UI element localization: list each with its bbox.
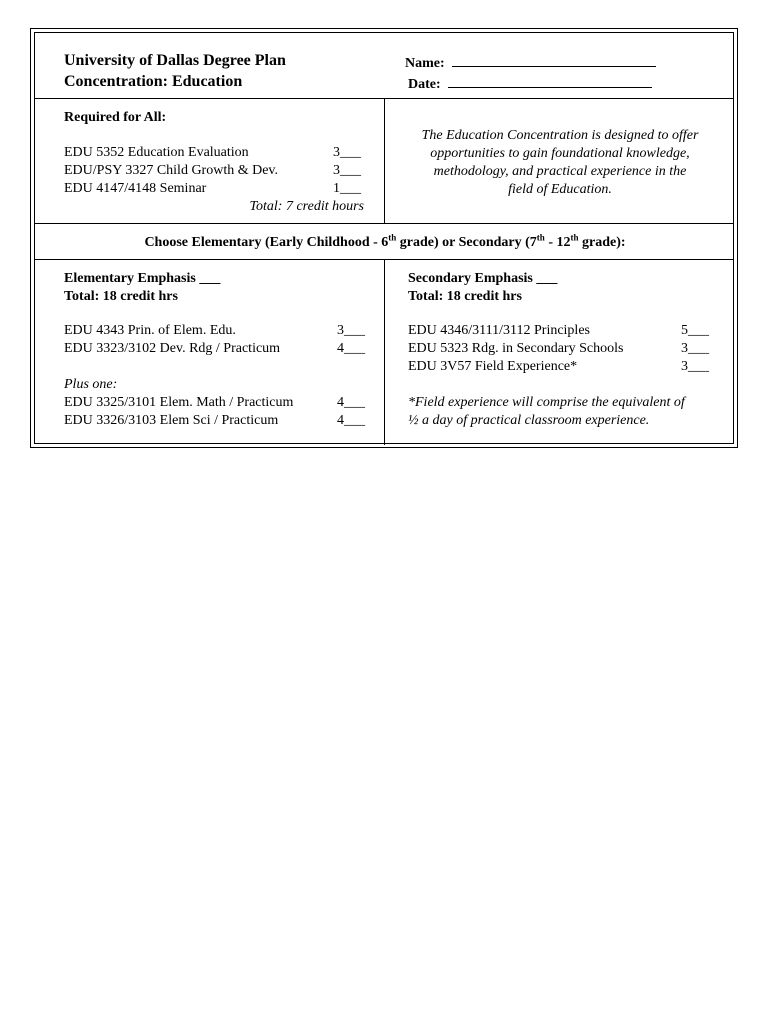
date-field[interactable] xyxy=(448,74,652,88)
required-course-credits[interactable]: 3___ xyxy=(333,163,361,178)
description-line: methodology, and practical experience in the xyxy=(433,164,687,179)
elementary-course-credits[interactable]: 4___ xyxy=(337,341,365,356)
elementary-option-credits[interactable]: 4___ xyxy=(337,395,365,410)
description-line: field of Education. xyxy=(508,182,612,197)
elementary-heading[interactable]: Elementary Emphasis ___ xyxy=(64,271,221,286)
field-experience-note: ½ a day of practical classroom experience. xyxy=(408,413,650,428)
choose-instruction: Choose Elementary (Early Childhood - 6th grade) or Secondary (7th - 12th grade): xyxy=(144,232,626,250)
secondary-heading[interactable]: Secondary Emphasis ___ xyxy=(408,271,558,286)
secondary-total: Total: 18 credit hrs xyxy=(408,289,522,304)
required-course-credits[interactable]: 3___ xyxy=(333,145,361,160)
divider-vertical-bottom xyxy=(384,259,385,445)
elementary-course-name: EDU 4343 Prin. of Elem. Edu. xyxy=(64,323,236,338)
elementary-course-credits[interactable]: 3___ xyxy=(337,323,365,338)
secondary-course-credits[interactable]: 5___ xyxy=(681,323,709,338)
date-label: Date: xyxy=(408,77,441,92)
form-inner-border xyxy=(34,32,734,444)
divider-vertical-top xyxy=(384,98,385,223)
name-field[interactable] xyxy=(452,53,656,67)
description-line: opportunities to gain foundational knowledge, xyxy=(430,146,690,161)
form-title-line2: Concentration: Education xyxy=(64,73,243,90)
elementary-option-name: EDU 3326/3103 Elem Sci / Practicum xyxy=(64,413,279,428)
elementary-total: Total: 18 credit hrs xyxy=(64,289,178,304)
description-line: The Education Concentration is designed to offer xyxy=(421,128,699,143)
required-course-credits[interactable]: 1___ xyxy=(333,181,361,196)
secondary-course-name: EDU 5323 Rdg. in Secondary Schools xyxy=(408,341,624,356)
secondary-course-name: EDU 3V57 Field Experience* xyxy=(408,359,578,374)
elementary-option-credits[interactable]: 4___ xyxy=(337,413,365,428)
divider-choose-top xyxy=(35,223,733,224)
plus-one-label: Plus one: xyxy=(64,377,118,392)
required-course-name: EDU 5352 Education Evaluation xyxy=(64,145,249,160)
secondary-course-credits[interactable]: 3___ xyxy=(681,341,709,356)
degree-plan-form xyxy=(30,28,738,448)
required-course-name: EDU/PSY 3327 Child Growth & Dev. xyxy=(64,163,279,178)
required-course-name: EDU 4147/4148 Seminar xyxy=(64,181,207,196)
elementary-option-name: EDU 3325/3101 Elem. Math / Practicum xyxy=(64,395,294,410)
form-title-line1: University of Dallas Degree Plan xyxy=(64,52,286,69)
required-heading: Required for All: xyxy=(64,110,167,125)
required-total: Total: 7 credit hours xyxy=(249,199,364,214)
name-label: Name: xyxy=(405,56,445,71)
name-row xyxy=(405,53,656,73)
field-experience-note: *Field experience will comprise the equivalent of xyxy=(408,395,685,410)
date-row xyxy=(408,74,652,94)
elementary-course-name: EDU 3323/3102 Dev. Rdg / Practicum xyxy=(64,341,281,356)
secondary-course-name: EDU 4346/3111/3112 Principles xyxy=(408,323,590,338)
secondary-course-credits[interactable]: 3___ xyxy=(681,359,709,374)
